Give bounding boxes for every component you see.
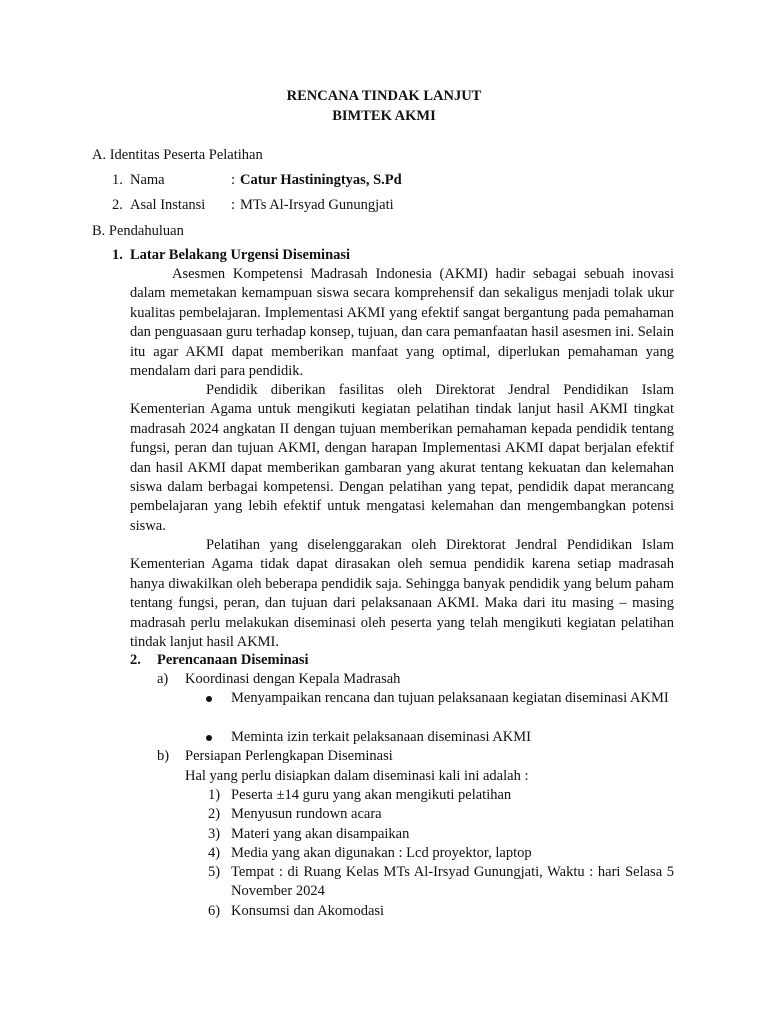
subsection-title-planning: Perencanaan Diseminasi — [157, 652, 309, 668]
paragraph-background-3: Pelatihan yang diselenggarakan oleh Direktorat Jendral Pendidikan Islam Kementerian Agama tidak dapat dirasakan oleh semua pendidik karena setiap madrasah hanya diwakilkan oleh beberapa pendidik saja. Sehingga banyak pendidik yang belum paham tentang fungsi, peran, dan tujuan dari pelaksanaan AKMI. Maka dari itu masing – masing madrasah perlu melakukan diseminasi oleh peserta yang telah mengikuti kegiatan pelatihan tindak lanjut hasil AKMI. — [130, 537, 674, 651]
numbered-item-text: Menyusun rundown acara — [231, 806, 382, 822]
numbered-item-text: Peserta ±14 guru yang akan mengikuti pelatihan — [231, 787, 512, 803]
section-b-heading: B. Pendahuluan — [92, 223, 184, 239]
identity-number: 2. — [112, 197, 123, 213]
subsection-title-background: Latar Belakang Urgensi Diseminasi — [130, 247, 351, 263]
numbered-item-number: 1) — [208, 787, 221, 803]
list-letter: b) — [157, 748, 170, 764]
paragraph-background-1: Asesmen Kompetensi Madrasah Indonesia (AKMI) hadir sebagai sebuah inovasi dalam memetakan kemampuan siswa secara komprehensif dan sekaligus menjadi tolak ukur kualitas pembelajaran. Implementasi AKMI yang efektif sangat bergantung pada pemahaman dan penguasaan guru terhadap konsep, tujuan, dan cara pemanfaatan hasil asesmen ini. Selain itu agar AKMI dapat memberikan manfaat yang optimal, diperlukan pemahaman yang mendalam dari para pendidik. — [130, 266, 674, 380]
numbered-item-text: Tempat : di Ruang Kelas MTs Al-Irsyad Gunungjati, Waktu : hari Selasa 5 November 2024 — [231, 864, 674, 900]
preparation-intro: Hal yang perlu disiapkan dalam diseminasi kali ini adalah : — [185, 768, 529, 784]
identity-separator: : — [231, 172, 236, 188]
section-a-heading: A. Identitas Peserta Pelatihan — [92, 147, 263, 163]
identity-label: Asal Instansi — [130, 197, 206, 213]
numbered-item-number: 5) — [208, 864, 221, 880]
preparation-item: Persiapan Perlengkapan Diseminasi — [185, 748, 393, 764]
bullet-icon — [206, 689, 212, 702]
paragraph-background-2: Pendidik diberikan fasilitas oleh Direktorat Jendral Pendidikan Islam Kementerian Agama untuk mengikuti kegiatan pelatihan tindak lanjut hasil AKMI tingkat madrasah 2024 angkatan II dengan tujuan memberikan pemahaman kepada pendidik tentang fungsi, peran dan tujuan AKMI, dengan harapan Implementasi AKMI dapat berjalan efektif dan hasil AKMI dapat memberikan gambaran yang akurat tentang kekuatan dan kelemahan siswa dalam berbagai kompetensi. Dengan pelatihan yang tepat, pendidik dapat merancang pembelajaran yang lebih efektif untuk mengatasi kelemahan dan mengembangkan potensi siswa. — [130, 382, 674, 534]
identity-label: Nama — [130, 172, 165, 188]
numbered-item-text: Konsumsi dan Akomodasi — [231, 903, 385, 919]
numbered-item-number: 4) — [208, 845, 221, 861]
identity-separator: : — [231, 197, 236, 213]
list-letter: a) — [157, 671, 169, 687]
numbered-item-number: 2) — [208, 806, 221, 822]
subsection-number: 1. — [112, 247, 123, 263]
bullet-item: Meminta izin terkait pelaksanaan diseminasi AKMI — [231, 729, 531, 745]
document-title: RENCANA TINDAK LANJUT — [286, 88, 482, 104]
bullet-icon — [206, 728, 212, 741]
numbered-item-number: 3) — [208, 826, 221, 842]
bullet-item: Menyampaikan rencana dan tujuan pelaksanaan kegiatan diseminasi AKMI — [231, 690, 669, 706]
document-subtitle: BIMTEK AKMI — [332, 108, 436, 124]
identity-name-value: Catur Hastiningtyas, S.Pd — [240, 172, 402, 188]
numbered-item-number: 6) — [208, 903, 221, 919]
coordination-item: Koordinasi dengan Kepala Madrasah — [185, 671, 401, 687]
identity-institution-value: MTs Al-Irsyad Gunungjati — [240, 197, 394, 213]
subsection-number: 2. — [130, 652, 141, 668]
numbered-item-text: Materi yang akan disampaikan — [231, 826, 410, 842]
identity-number: 1. — [112, 172, 123, 188]
numbered-item-text: Media yang akan digunakan : Lcd proyektor, laptop — [231, 845, 532, 861]
